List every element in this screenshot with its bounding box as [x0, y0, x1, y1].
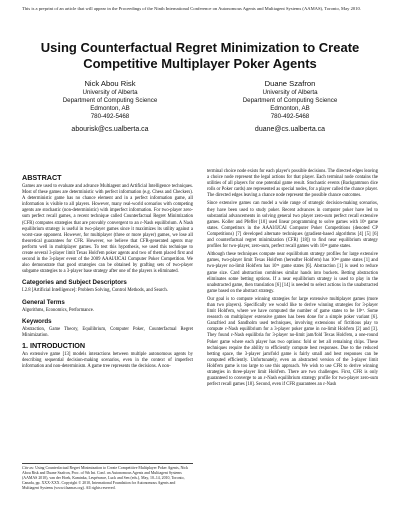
introduction-heading: 1. INTRODUCTION — [22, 340, 86, 350]
author-affiliation: University of Alberta — [82, 89, 138, 96]
right-column — [207, 169, 378, 390]
author-name: Duane Szafron — [264, 79, 316, 88]
author-city: Edmonton, AB — [270, 105, 310, 112]
author-phone: 780-492-5468 — [90, 113, 130, 120]
keywords-text: Abstraction, Game Theory, Equilibrium, Computer Poker, Counterfactual Regret Minimization. — [22, 326, 193, 338]
categories-text: I.2.8 [Artificial Intelligence]: Problem Solving, Control Methods, and Search. — [22, 288, 168, 294]
author-email[interactable]: abourisk@cs.ualberta.ca — [71, 126, 149, 133]
general-terms-text: Algorithms, Economics, Performance. — [22, 307, 94, 313]
footnote-text: Using Counterfactual Regret Minimization to Create Competitive Multiplayer Poker Agents, Nick Abou Risk and Duane Szafron, Proc. of 9th Int. Conf. on Autonomous Agents and Multiagent Systems (AAMAS 2010), van der Hoek, Kaminka, Lespérance, Luck and Sen (eds.), May, 10–14, 2010, Toronto, Canada, pp. XXX-XXX. Copyright © 2010, International Foundation for Autonomous Agents and Multiagent Systems (www.ifaamas.org). All rights reserved. — [22, 466, 189, 490]
author-city: Edmonton, AB — [90, 105, 130, 112]
author-department: Department of Computing Science — [242, 97, 338, 104]
left-column — [22, 171, 193, 372]
abstract-text: Games are used to evaluate and advance Multiagent and Artificial Intelligence techniques. Most of these games are deterministic with perfect information (e.g. Chess and Checkers). A deterministic game has no chance element and in a perfect information game, all information is visible to all players. However, many real-world scenarios with competing agents are stochastic (non-deterministic) with imperfect information. For two-player zero-sum perfect recall games, a recent technique called Counterfactual Regret Minimization (CFR) computes strategies that are provably convergent to an ε-Nash equilibrium. A Nash equilibrium strategy is useful in two-player games since it maximizes its utility against a worst-case opponent. However, for multiplayer (three or more player) games, we lose all theoretical guarantees for CFR. However, we believe that CFR-generated agents may perform well in multiplayer games. To test this hypothesis, we used this technique to create several 3-player limit Texas Hold'em poker agents and two of them placed first and second in the 3-player event of the 2009 AAAI/IJCAI Computer Poker Competition. We also demonstrate that good strategies can be obtained by grafting sets of two-player subgame strategies to a 3-player base strategy after one of the players is eliminated. — [22, 184, 193, 275]
abstract-heading: ABSTRACT — [22, 173, 62, 182]
preprint-notice: This is a preprint of an article that will appear in the Proceedings of the Ninth International Conference on Autonomous Agents and Multiagent Systems (AAMAS), Toronto, May 2010. — [22, 6, 361, 11]
general-terms-heading: General Terms — [22, 298, 65, 306]
footnote-label: Cite as: — [22, 466, 35, 470]
author-1 — [25, 79, 195, 135]
author-block — [20, 79, 380, 135]
body-paragraph: terminal choice node exists for each player's possible decisions. The directed edges leaving a choice node represent the legal actions for that player. Each terminal node contains the utilities of all players for one potential game result. Stochastic events (Backgammon dice rolls or Poker cards) are represented as special nodes, for a player called the chance player. The directed edges leaving a chance node represent the possible chance outcomes. — [207, 169, 378, 199]
author-2 — [205, 79, 375, 135]
author-name: Nick Abou Risk — [84, 79, 136, 88]
author-affiliation: University of Alberta — [262, 89, 318, 96]
author-phone: 780-492-5468 — [270, 113, 310, 120]
author-department: Department of Computing Science — [62, 97, 158, 104]
categories-heading: Categories and Subject Descriptors — [22, 279, 127, 287]
keywords-heading: Keywords — [22, 317, 52, 325]
body-paragraph: Our goal is to compute winning strategies for large extensive multiplayer games (more than two players). Specifically we would like to derive winning strategies for 3-player limit Hold'em, where we have computed the number of game states to be 10¹⁷. Some research on multiplayer extensive games has been done for a simple poker variant [6]. Ganzfried and Sandholm used techniques, involving extensions of fictitious play to compute ε-Nash equilibrium for a 3-player poker game in no-limit Hold'em [2] and [3]. They found ε-Nash equilibria for 3-player no-limit jam/fold Texas Hold'em, a one-round Poker game where each player has two options: fold or bet all remaining chips. These techniques require the ability to efficiently compute best responses. Due to the reduced betting space, the 3-player jam/fold game is fairly small and best responses can be computed efficiently. Unfortunately, even an abstracted version of the 3-player limit Hold'em game is too large to use this approach. We wish to use CFR to derive winning strategies in three-player limit Hold'em. There are two challenges. First, CFR is only guaranteed to converge to an ε-Nash equilibrium strategy profile for two-player zero-sum perfect recall games [18]. Second, even if CFR guarantees an ε-Nash — [207, 296, 378, 388]
citation-footnote — [22, 463, 193, 491]
body-paragraph: Although these techniques compute near equilibrium strategy profiles for large extensive games, two-player limit Texas Hold'em (hereafter Hold'em) has 10¹⁸ game states [1] and two-player no-limit Hold'em has 10⁷¹ game states [6]. Abstraction [1] is used to reduce game size. Card abstraction combines similar hands into buckets. Betting abstraction eliminates some betting options. If a near equilibrium strategy is used to play in the unabstracted game, then translation [6] [14] is needed to select actions in the unabstracted game based on the abstract strategy. — [207, 252, 378, 294]
paper-title: Using Counterfactual Regret Minimization to Create Competitive Multiplayer Poker Agents — [40, 40, 360, 71]
author-email[interactable]: duane@cs.ualberta.ca — [254, 126, 326, 133]
body-paragraph: Since extensive games can model a wide range of strategic decision-making scenarios, they have been used to study poker. Recent advances in computer poker have led to substantial advancements in solving general two player zero-sum perfect recall extensive games. Koller and Pfeffer [10] used linear programming to solve games with 10⁵ game states. Competitors in the AAAI/IJCAI Computer Poker Competitions (denoted CP Competitions) [7] developed alternate techniques (gradient-based algorithms [4] [5] [6] and counterfactual regret minimization (CFR) [18]) to find near equilibrium strategy profiles for two-player, zero-sum, perfect recall games with 10¹² game states. — [207, 201, 378, 250]
introduction-text: An extensive game [13] models interactions between multiple autonomous agents by describing sequential decision-making scenarios, even in the context of imperfect information and non-determinism. A game tree represents the decisions. A non- — [22, 351, 193, 369]
